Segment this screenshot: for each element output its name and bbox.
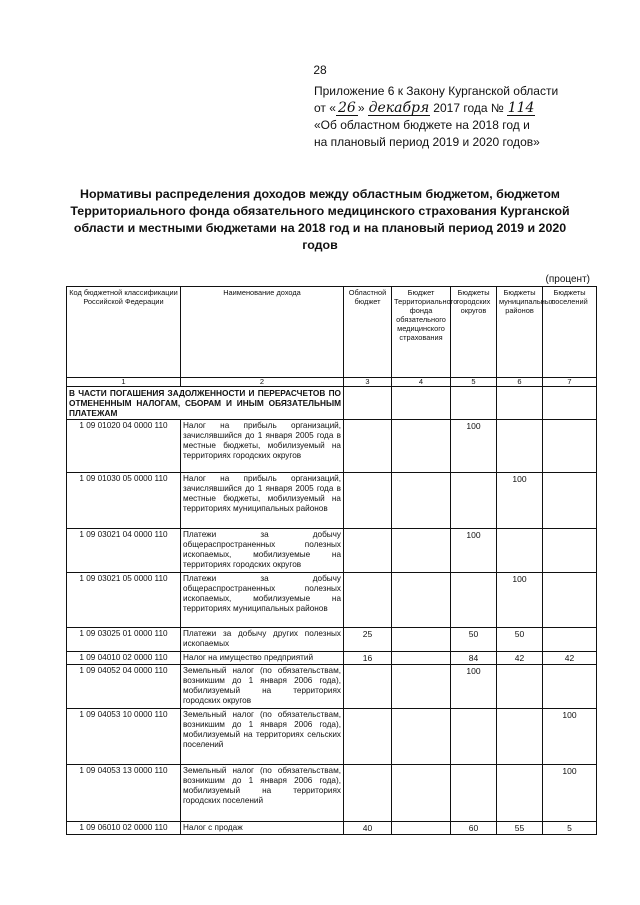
table-header-row bbox=[67, 287, 597, 378]
header-code: Код бюджетной классификации Российской Федерации bbox=[67, 287, 181, 378]
municipal-value: 42 bbox=[497, 652, 543, 665]
table-row bbox=[67, 652, 597, 665]
regional-value: 40 bbox=[344, 822, 392, 835]
settlement-value bbox=[543, 473, 597, 529]
row-code: 1 09 03021 05 0000 110 bbox=[67, 573, 181, 628]
revenue-distribution-table bbox=[66, 286, 597, 835]
appendix-block bbox=[314, 83, 614, 151]
appendix-line-3: «Об областном бюджете на 2018 год и bbox=[314, 118, 530, 132]
table-row bbox=[67, 709, 597, 765]
row-code: 1 09 06010 02 0000 110 bbox=[67, 822, 181, 835]
regional-value bbox=[344, 529, 392, 573]
column-number-row bbox=[67, 378, 597, 387]
section-row bbox=[67, 387, 597, 420]
appendix-line-1: Приложение 6 к Закону Курганской области bbox=[314, 84, 559, 98]
settlement-value: 5 bbox=[543, 822, 597, 835]
row-code: 1 09 04010 02 0000 110 bbox=[67, 652, 181, 665]
column-number: 1 bbox=[67, 378, 181, 387]
row-name: Земельный налог (по обязательствам, возникшим до 1 января 2006 года), мобилизуемый на территориях сельских поселений bbox=[181, 709, 344, 765]
municipal-value bbox=[497, 765, 543, 822]
fund-value bbox=[392, 822, 451, 835]
table-row bbox=[67, 765, 597, 822]
regional-value bbox=[344, 665, 392, 709]
settlement-value bbox=[543, 628, 597, 652]
settlement-value bbox=[543, 573, 597, 628]
row-name: Налог с продаж bbox=[181, 822, 344, 835]
urban-value: 100 bbox=[451, 665, 497, 709]
regional-value bbox=[344, 709, 392, 765]
urban-value bbox=[451, 473, 497, 529]
municipal-value bbox=[497, 529, 543, 573]
fund-value bbox=[392, 709, 451, 765]
municipal-value: 100 bbox=[497, 573, 543, 628]
table-row bbox=[67, 529, 597, 573]
fund-value bbox=[392, 573, 451, 628]
table-row bbox=[67, 573, 597, 628]
row-code: 1 09 04053 13 0000 110 bbox=[67, 765, 181, 822]
row-name: Налог на прибыль организаций, зачислявшийся до 1 января 2005 года в местные бюджеты, мобилизуемый на территориях городских округов bbox=[181, 420, 344, 473]
table-row bbox=[67, 822, 597, 835]
section-heading: В ЧАСТИ ПОГАШЕНИЯ ЗАДОЛЖЕННОСТИ И ПЕРЕРАСЧЕТОВ ПО ОТМЕНЕННЫМ НАЛОГАМ, СБОРАМ И ИНЫМ ОБЯЗАТЕЛЬНЫМ ПЛАТЕЖАМ bbox=[67, 387, 344, 420]
column-number: 2 bbox=[181, 378, 344, 387]
row-name: Платежи за добычу общераспространенных полезных ископаемых, мобилизуемые на территориях муниципальных районов bbox=[181, 573, 344, 628]
settlement-value bbox=[543, 529, 597, 573]
row-name: Платежи за добычу общераспространенных полезных ископаемых, мобилизуемые на территориях городских округов bbox=[181, 529, 344, 573]
row-code: 1 09 01020 04 0000 110 bbox=[67, 420, 181, 473]
appendix-line-2 bbox=[314, 100, 614, 117]
page-number: 28 bbox=[313, 63, 327, 77]
row-name: Земельный налог (по обязательствам, возникшим до 1 января 2006 года), мобилизуемый на территориях городских округов bbox=[181, 665, 344, 709]
column-number: 3 bbox=[344, 378, 392, 387]
settlement-value bbox=[543, 665, 597, 709]
appendix-line-4: на плановый период 2019 и 2020 годов» bbox=[314, 135, 540, 149]
table-row bbox=[67, 473, 597, 529]
urban-value: 50 bbox=[451, 628, 497, 652]
settlement-value: 100 bbox=[543, 765, 597, 822]
municipal-value bbox=[497, 420, 543, 473]
header-municipal-districts: Бюджеты муниципальных районов bbox=[497, 287, 543, 378]
urban-value bbox=[451, 709, 497, 765]
fund-value bbox=[392, 652, 451, 665]
document-title: Нормативы распределения доходов между областным бюджетом, бюджетом Территориального фонда обязательного медицинского страхования Курганской области и местными бюджетами на 2018 год и на плановый период 2019 и 2020 годов bbox=[70, 187, 570, 252]
urban-value: 60 bbox=[451, 822, 497, 835]
urban-value bbox=[451, 765, 497, 822]
handwritten-law-number: 114 bbox=[507, 100, 535, 116]
settlement-value: 100 bbox=[543, 709, 597, 765]
fund-value bbox=[392, 765, 451, 822]
table-row bbox=[67, 420, 597, 473]
header-urban-districts: Бюджеты городских округов bbox=[451, 287, 497, 378]
municipal-value: 100 bbox=[497, 473, 543, 529]
urban-value: 100 bbox=[451, 529, 497, 573]
header-regional-budget: Областной бюджет bbox=[344, 287, 392, 378]
row-code: 1 09 03025 01 0000 110 bbox=[67, 628, 181, 652]
row-code: 1 09 03021 04 0000 110 bbox=[67, 529, 181, 573]
regional-value bbox=[344, 765, 392, 822]
row-code: 1 09 04053 10 0000 110 bbox=[67, 709, 181, 765]
municipal-value: 50 bbox=[497, 628, 543, 652]
fund-value bbox=[392, 628, 451, 652]
row-name: Платежи за добычу других полезных ископаемых bbox=[181, 628, 344, 652]
fund-value bbox=[392, 529, 451, 573]
row-name: Налог на имущество предприятий bbox=[181, 652, 344, 665]
handwritten-day: 26 bbox=[336, 102, 358, 116]
header-fund-budget: Бюджет Территориального фонда обязательного медицинского страхования bbox=[392, 287, 451, 378]
settlement-value: 42 bbox=[543, 652, 597, 665]
urban-value: 100 bbox=[451, 420, 497, 473]
municipal-value bbox=[497, 709, 543, 765]
table-row bbox=[67, 665, 597, 709]
year-and-number-label: 2017 года № bbox=[433, 101, 504, 115]
date-close-quote: » bbox=[357, 101, 365, 115]
regional-value: 16 bbox=[344, 652, 392, 665]
regional-value bbox=[344, 420, 392, 473]
header-settlements: Бюджеты поселений bbox=[543, 287, 597, 378]
municipal-value bbox=[497, 665, 543, 709]
date-prefix: от « bbox=[314, 101, 336, 115]
regional-value bbox=[344, 573, 392, 628]
fund-value bbox=[392, 473, 451, 529]
handwritten-month: декабря bbox=[368, 100, 430, 116]
municipal-value: 55 bbox=[497, 822, 543, 835]
row-name: Земельный налог (по обязательствам, возникшим до 1 января 2006 года), мобилизуемый на территориях городских поселений bbox=[181, 765, 344, 822]
fund-value bbox=[392, 665, 451, 709]
column-number: 6 bbox=[497, 378, 543, 387]
row-code: 1 09 01030 05 0000 110 bbox=[67, 473, 181, 529]
row-code: 1 09 04052 04 0000 110 bbox=[67, 665, 181, 709]
settlement-value bbox=[543, 420, 597, 473]
table-row bbox=[67, 628, 597, 652]
unit-label: (процент) bbox=[545, 274, 590, 285]
regional-value bbox=[344, 473, 392, 529]
row-name: Налог на прибыль организаций, зачислявшийся до 1 января 2005 года в местные бюджеты, мобилизуемый на территориях муниципальных районов bbox=[181, 473, 344, 529]
header-name: Наименование дохода bbox=[181, 287, 344, 378]
urban-value: 84 bbox=[451, 652, 497, 665]
fund-value bbox=[392, 420, 451, 473]
column-number: 4 bbox=[392, 378, 451, 387]
urban-value bbox=[451, 573, 497, 628]
column-number: 5 bbox=[451, 378, 497, 387]
regional-value: 25 bbox=[344, 628, 392, 652]
column-number: 7 bbox=[543, 378, 597, 387]
